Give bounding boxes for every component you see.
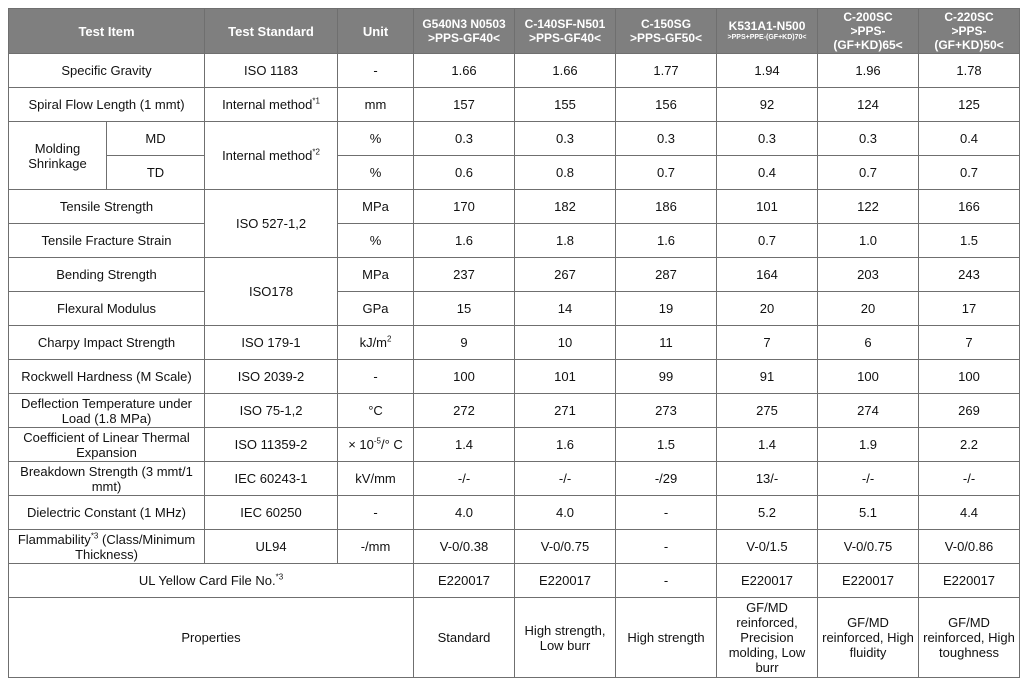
value-cell: 273 bbox=[616, 394, 717, 428]
row-standard: ISO 11359-2 bbox=[205, 428, 338, 462]
table-row bbox=[9, 598, 1020, 678]
row-item: Spiral Flow Length (1 mmt) bbox=[9, 88, 205, 122]
row-unit: MPa bbox=[338, 258, 414, 292]
value-cell: 99 bbox=[616, 360, 717, 394]
value-cell: High strength, Low burr bbox=[515, 598, 616, 678]
row-unit: - bbox=[338, 496, 414, 530]
value-cell: - bbox=[616, 496, 717, 530]
unit-text: kJ/m bbox=[359, 335, 388, 350]
standard-text: Internal method bbox=[222, 97, 313, 112]
value-cell: 0.8 bbox=[515, 156, 616, 190]
row-unit: -/mm bbox=[338, 530, 414, 564]
product-composition: >PPS-GF40< bbox=[528, 31, 602, 45]
row-unit: % bbox=[338, 122, 414, 156]
value-cell: - bbox=[616, 564, 717, 598]
row-standard: IEC 60250 bbox=[205, 496, 338, 530]
item-text: (Class/Minimum Thickness) bbox=[75, 531, 196, 562]
value-cell: 125 bbox=[919, 88, 1020, 122]
standard-text: Internal method bbox=[222, 148, 313, 163]
value-cell: 1.5 bbox=[616, 428, 717, 462]
table-row bbox=[9, 394, 1020, 428]
header-product bbox=[818, 9, 919, 54]
value-cell: V-0/0.75 bbox=[515, 530, 616, 564]
unit-superscript: -5 bbox=[373, 436, 381, 446]
table-row bbox=[9, 292, 1020, 326]
value-cell: 170 bbox=[414, 190, 515, 224]
header-product bbox=[717, 9, 818, 54]
product-composition: >PPS+PPE-(GF+KD)70< bbox=[727, 34, 807, 41]
row-standard: ISO178 bbox=[205, 258, 338, 326]
value-cell: E220017 bbox=[515, 564, 616, 598]
value-cell: Standard bbox=[414, 598, 515, 678]
product-name: G540N3 N0503 bbox=[422, 17, 506, 31]
value-cell: 1.78 bbox=[919, 54, 1020, 88]
value-cell: -/- bbox=[515, 462, 616, 496]
value-cell: 1.4 bbox=[414, 428, 515, 462]
row-item: Properties bbox=[9, 598, 414, 678]
product-name: C-150SG bbox=[641, 17, 692, 31]
table-row bbox=[9, 530, 1020, 564]
row-standard: ISO 75-1,2 bbox=[205, 394, 338, 428]
value-cell: 0.4 bbox=[919, 122, 1020, 156]
value-cell: 15 bbox=[414, 292, 515, 326]
row-item: Tensile Strength bbox=[9, 190, 205, 224]
row-standard: UL94 bbox=[205, 530, 338, 564]
product-composition: >PPS-(GF+KD)65< bbox=[833, 24, 903, 52]
value-cell: 275 bbox=[717, 394, 818, 428]
row-unit: mm bbox=[338, 88, 414, 122]
footnote-mark: *1 bbox=[312, 96, 320, 106]
value-cell: 14 bbox=[515, 292, 616, 326]
table-row bbox=[9, 428, 1020, 462]
value-cell: 1.5 bbox=[919, 224, 1020, 258]
product-composition: >PPS-(GF+KD)50< bbox=[934, 24, 1004, 52]
table-row bbox=[9, 156, 1020, 190]
row-unit: MPa bbox=[338, 190, 414, 224]
value-cell: 0.7 bbox=[616, 156, 717, 190]
value-cell: 5.2 bbox=[717, 496, 818, 530]
value-cell: 164 bbox=[717, 258, 818, 292]
value-cell: 166 bbox=[919, 190, 1020, 224]
value-cell: 1.6 bbox=[414, 224, 515, 258]
value-cell: 1.9 bbox=[818, 428, 919, 462]
value-cell: V-0/0.38 bbox=[414, 530, 515, 564]
table-row bbox=[9, 326, 1020, 360]
value-cell: E220017 bbox=[717, 564, 818, 598]
row-item bbox=[9, 564, 414, 598]
properties-table bbox=[8, 8, 1020, 678]
value-cell: 10 bbox=[515, 326, 616, 360]
value-cell: 122 bbox=[818, 190, 919, 224]
value-cell: 100 bbox=[919, 360, 1020, 394]
value-cell: 269 bbox=[919, 394, 1020, 428]
value-cell: 1.6 bbox=[616, 224, 717, 258]
value-cell: 11 bbox=[616, 326, 717, 360]
header-product bbox=[616, 9, 717, 54]
value-cell: GF/MD reinforced, High toughness bbox=[919, 598, 1020, 678]
value-cell: 100 bbox=[414, 360, 515, 394]
value-cell: 243 bbox=[919, 258, 1020, 292]
value-cell: - bbox=[616, 530, 717, 564]
row-unit: % bbox=[338, 156, 414, 190]
header-product bbox=[414, 9, 515, 54]
row-item: Molding Shrinkage bbox=[9, 122, 107, 190]
value-cell: 9 bbox=[414, 326, 515, 360]
unit-text: × 10 bbox=[348, 437, 374, 452]
row-unit: GPa bbox=[338, 292, 414, 326]
value-cell: 0.6 bbox=[414, 156, 515, 190]
row-item bbox=[9, 530, 205, 564]
table-row bbox=[9, 190, 1020, 224]
unit-text: /° C bbox=[381, 437, 403, 452]
product-composition: >PPS-GF50< bbox=[629, 31, 703, 45]
value-cell: 157 bbox=[414, 88, 515, 122]
value-cell: 101 bbox=[515, 360, 616, 394]
row-subitem: MD bbox=[107, 122, 205, 156]
value-cell: V-0/1.5 bbox=[717, 530, 818, 564]
value-cell: 13/- bbox=[717, 462, 818, 496]
value-cell: E220017 bbox=[919, 564, 1020, 598]
row-subitem: TD bbox=[107, 156, 205, 190]
header-product bbox=[515, 9, 616, 54]
row-item: Deflection Temperature under Load (1.8 MPa) bbox=[9, 394, 205, 428]
value-cell: 4.0 bbox=[414, 496, 515, 530]
row-item: Rockwell Hardness (M Scale) bbox=[9, 360, 205, 394]
value-cell: -/- bbox=[919, 462, 1020, 496]
table-row bbox=[9, 88, 1020, 122]
value-cell: High strength bbox=[616, 598, 717, 678]
value-cell: 2.2 bbox=[919, 428, 1020, 462]
value-cell: 6 bbox=[818, 326, 919, 360]
table-row bbox=[9, 122, 1020, 156]
value-cell: 267 bbox=[515, 258, 616, 292]
value-cell: 1.66 bbox=[414, 54, 515, 88]
value-cell: 20 bbox=[818, 292, 919, 326]
value-cell: GF/MD reinforced, Precision molding, Low burr bbox=[717, 598, 818, 678]
value-cell: 1.6 bbox=[515, 428, 616, 462]
value-cell: 0.3 bbox=[616, 122, 717, 156]
row-unit: % bbox=[338, 224, 414, 258]
row-standard bbox=[205, 122, 338, 190]
table-row bbox=[9, 54, 1020, 88]
header-test-item: Test Item bbox=[9, 9, 205, 54]
product-name: C-200SC bbox=[843, 10, 893, 24]
item-text: UL Yellow Card File No. bbox=[138, 573, 276, 588]
product-name: C-140SF-N501 bbox=[524, 17, 606, 31]
footnote-mark: *2 bbox=[312, 147, 320, 157]
value-cell: -/- bbox=[818, 462, 919, 496]
value-cell: 271 bbox=[515, 394, 616, 428]
row-item: Specific Gravity bbox=[9, 54, 205, 88]
header-test-standard: Test Standard bbox=[205, 9, 338, 54]
value-cell: 203 bbox=[818, 258, 919, 292]
row-item: Dielectric Constant (1 MHz) bbox=[9, 496, 205, 530]
product-composition: >PPS-GF40< bbox=[427, 31, 501, 45]
product-name: K531A1-N500 bbox=[728, 19, 806, 33]
row-unit: - bbox=[338, 54, 414, 88]
header-row bbox=[9, 9, 1020, 54]
value-cell: 19 bbox=[616, 292, 717, 326]
value-cell: -/- bbox=[414, 462, 515, 496]
value-cell: 272 bbox=[414, 394, 515, 428]
value-cell: 0.4 bbox=[717, 156, 818, 190]
value-cell: 0.7 bbox=[818, 156, 919, 190]
value-cell: GF/MD reinforced, High fluidity bbox=[818, 598, 919, 678]
value-cell: 0.3 bbox=[414, 122, 515, 156]
header-unit: Unit bbox=[338, 9, 414, 54]
row-unit: - bbox=[338, 360, 414, 394]
value-cell: 1.96 bbox=[818, 54, 919, 88]
value-cell: 1.8 bbox=[515, 224, 616, 258]
value-cell: 17 bbox=[919, 292, 1020, 326]
unit-superscript: 2 bbox=[387, 334, 392, 344]
row-item: Flexural Modulus bbox=[9, 292, 205, 326]
value-cell: 7 bbox=[919, 326, 1020, 360]
value-cell: 4.4 bbox=[919, 496, 1020, 530]
value-cell: 186 bbox=[616, 190, 717, 224]
value-cell: 274 bbox=[818, 394, 919, 428]
table-row bbox=[9, 258, 1020, 292]
value-cell: 1.94 bbox=[717, 54, 818, 88]
value-cell: 91 bbox=[717, 360, 818, 394]
row-standard: ISO 179-1 bbox=[205, 326, 338, 360]
row-unit: °C bbox=[338, 394, 414, 428]
value-cell: 100 bbox=[818, 360, 919, 394]
footnote-mark: *3 bbox=[275, 572, 284, 582]
row-standard: ISO 1183 bbox=[205, 54, 338, 88]
row-item: Charpy Impact Strength bbox=[9, 326, 205, 360]
value-cell: 182 bbox=[515, 190, 616, 224]
row-unit: kV/mm bbox=[338, 462, 414, 496]
value-cell: 0.7 bbox=[919, 156, 1020, 190]
table-row bbox=[9, 360, 1020, 394]
value-cell: E220017 bbox=[414, 564, 515, 598]
value-cell: 287 bbox=[616, 258, 717, 292]
header-product bbox=[919, 9, 1020, 54]
value-cell: 0.3 bbox=[818, 122, 919, 156]
row-standard: ISO 2039-2 bbox=[205, 360, 338, 394]
value-cell: E220017 bbox=[818, 564, 919, 598]
row-standard bbox=[205, 88, 338, 122]
value-cell: 4.0 bbox=[515, 496, 616, 530]
value-cell: 1.77 bbox=[616, 54, 717, 88]
value-cell: -/29 bbox=[616, 462, 717, 496]
value-cell: 92 bbox=[717, 88, 818, 122]
value-cell: 20 bbox=[717, 292, 818, 326]
table-row bbox=[9, 224, 1020, 258]
value-cell: 1.0 bbox=[818, 224, 919, 258]
value-cell: 156 bbox=[616, 88, 717, 122]
row-unit bbox=[338, 326, 414, 360]
table-row bbox=[9, 564, 1020, 598]
row-item: Coefficient of Linear Thermal Expansion bbox=[9, 428, 205, 462]
value-cell: V-0/0.75 bbox=[818, 530, 919, 564]
value-cell: 101 bbox=[717, 190, 818, 224]
value-cell: 237 bbox=[414, 258, 515, 292]
value-cell: V-0/0.86 bbox=[919, 530, 1020, 564]
value-cell: 0.7 bbox=[717, 224, 818, 258]
product-name: C-220SC bbox=[944, 10, 994, 24]
row-standard: ISO 527-1,2 bbox=[205, 190, 338, 258]
value-cell: 0.3 bbox=[717, 122, 818, 156]
value-cell: 155 bbox=[515, 88, 616, 122]
value-cell: 5.1 bbox=[818, 496, 919, 530]
value-cell: 1.4 bbox=[717, 428, 818, 462]
table-row bbox=[9, 496, 1020, 530]
value-cell: 0.3 bbox=[515, 122, 616, 156]
value-cell: 124 bbox=[818, 88, 919, 122]
row-item: Tensile Fracture Strain bbox=[9, 224, 205, 258]
item-text: Flammability bbox=[17, 531, 91, 547]
footnote-mark: *3 bbox=[90, 531, 99, 541]
row-standard: IEC 60243-1 bbox=[205, 462, 338, 496]
row-unit bbox=[338, 428, 414, 462]
table-row bbox=[9, 462, 1020, 496]
row-item: Bending Strength bbox=[9, 258, 205, 292]
value-cell: 7 bbox=[717, 326, 818, 360]
value-cell: 1.66 bbox=[515, 54, 616, 88]
row-item: Breakdown Strength (3 mmt/1 mmt) bbox=[9, 462, 205, 496]
